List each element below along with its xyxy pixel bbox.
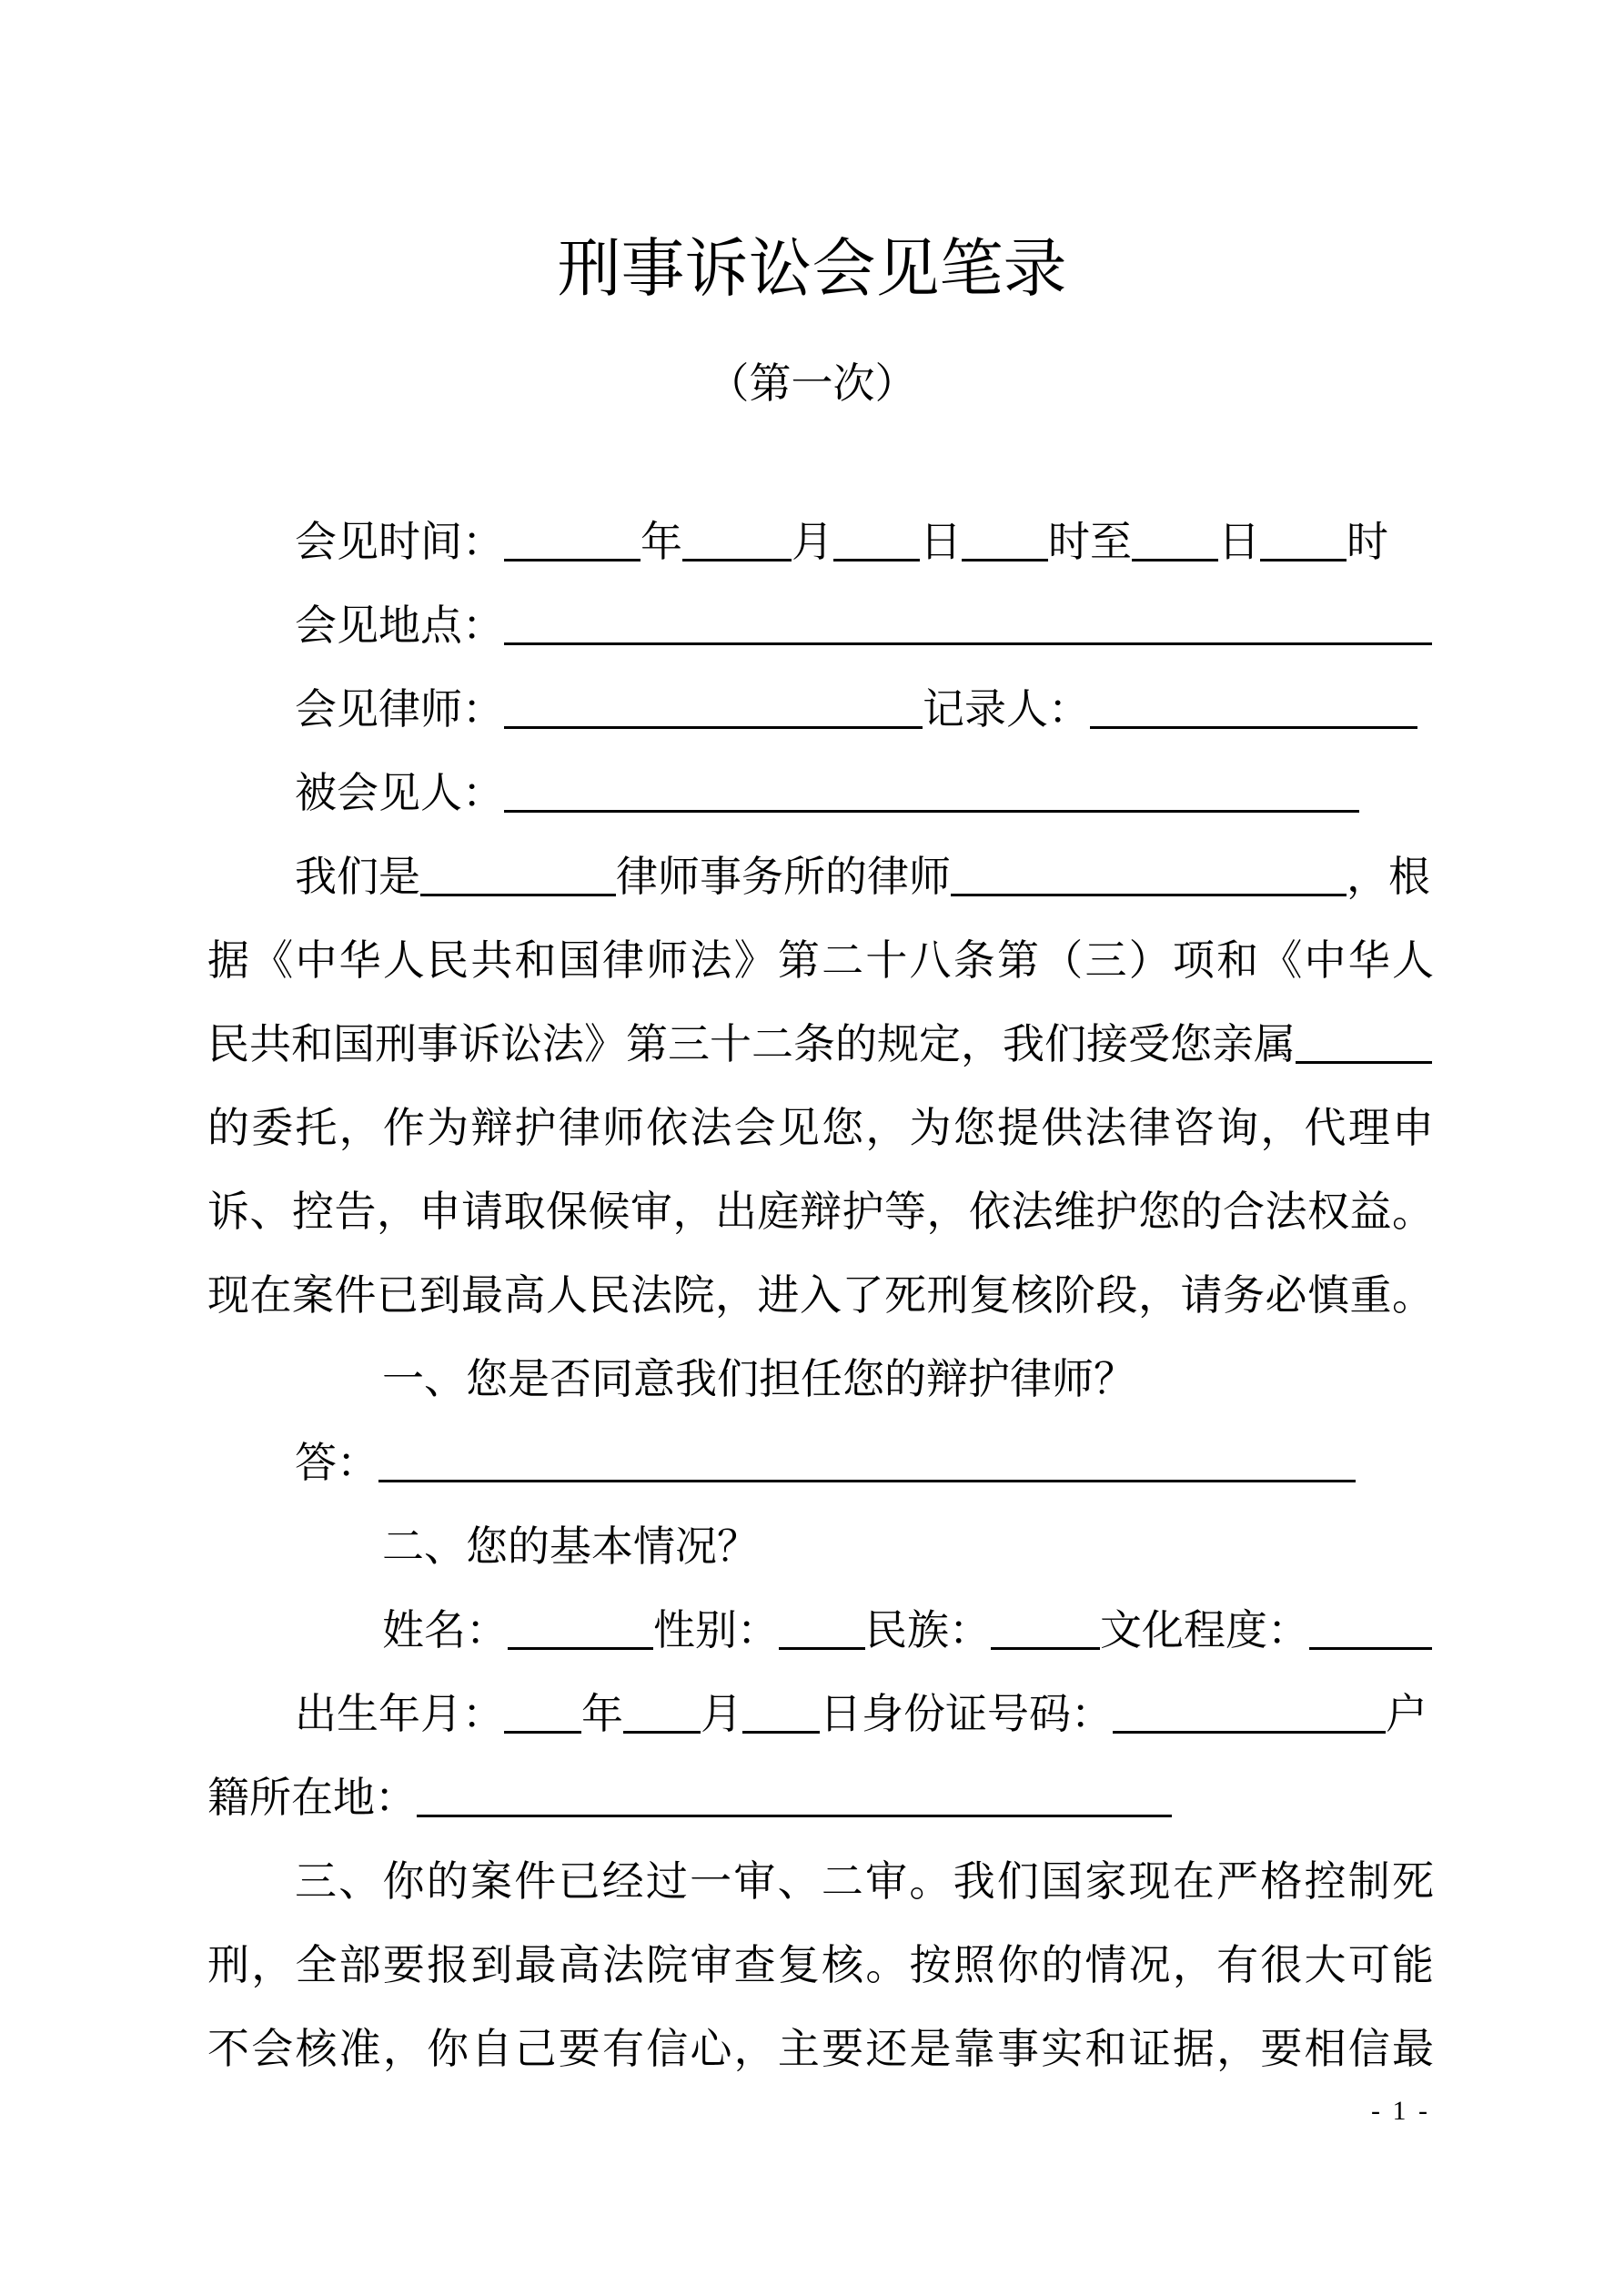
document-title: 刑事诉讼会见笔录 bbox=[557, 235, 1067, 305]
page-number: - 1 - bbox=[1371, 2096, 1430, 2126]
intro-line1-mid: 律师事务所的律师 bbox=[616, 854, 951, 900]
meeting-place-label: 会见地点： bbox=[295, 602, 504, 649]
question-1: 一、您是否同意我们担任您的辩护律师？ bbox=[382, 1356, 1135, 1402]
answer-label: 答： bbox=[295, 1440, 378, 1486]
intro-line-6: 现在案件已到最高人民法院，进入了死刑复核阶段，请务必慎重。 bbox=[207, 1272, 1434, 1319]
unit-day: 日 bbox=[920, 519, 962, 565]
birth-unit-year: 年 bbox=[581, 1691, 623, 1737]
answer-1-blank[interactable] bbox=[378, 1443, 1356, 1482]
ethnicity-label: 民族： bbox=[865, 1607, 991, 1654]
gender-blank[interactable] bbox=[779, 1611, 865, 1650]
meeting-place-blank[interactable] bbox=[504, 606, 1432, 645]
household-tail-char: 户 bbox=[1386, 1691, 1427, 1737]
answer-1-line bbox=[207, 1421, 1434, 1505]
entrusting-relative-blank[interactable] bbox=[1296, 1025, 1432, 1064]
birth-month-blank[interactable] bbox=[623, 1694, 701, 1734]
birth-date-label: 出生年月： bbox=[295, 1691, 504, 1737]
question-3-line-3: 不会核准，你自己要有信心，主要还是靠事实和证据，要相信最 bbox=[207, 2026, 1434, 2072]
birth-year-blank[interactable] bbox=[504, 1694, 581, 1734]
birth-day-blank[interactable] bbox=[742, 1694, 820, 1734]
meeting-time-day-blank[interactable] bbox=[833, 522, 920, 561]
household-location-label: 籍所在地： bbox=[207, 1775, 417, 1821]
interviewee-line bbox=[207, 752, 1434, 835]
question-3-line-2: 刑，全部要报到最高法院审查复核。按照你的情况，有很大可能 bbox=[207, 1942, 1434, 1988]
law-firm-blank[interactable] bbox=[420, 857, 616, 896]
meeting-time-hour-start-blank[interactable] bbox=[962, 522, 1048, 561]
birth-id-line bbox=[207, 1673, 1434, 1756]
id-number-blank[interactable] bbox=[1113, 1694, 1386, 1734]
question-2: 二、您的基本情况？ bbox=[382, 1523, 759, 1570]
day-id-number-label: 日身份证号码： bbox=[820, 1691, 1113, 1737]
meeting-lawyer-label: 会见律师： bbox=[295, 686, 504, 733]
intro-line-5: 诉、控告，申请取保候审，出庭辩护等，依法维护您的合法权益。 bbox=[207, 1188, 1434, 1235]
ethnicity-blank[interactable] bbox=[991, 1611, 1100, 1650]
intro-line1-pre: 我们是 bbox=[295, 854, 420, 900]
meeting-time-hour-end-blank[interactable] bbox=[1260, 522, 1347, 561]
document-subtitle: （第一次） bbox=[707, 360, 917, 407]
birth-unit-month: 月 bbox=[701, 1691, 742, 1737]
interviewee-label: 被会见人： bbox=[295, 770, 504, 816]
name-blank[interactable] bbox=[508, 1611, 653, 1650]
unit-hour-to: 时至 bbox=[1048, 519, 1132, 565]
recorder-blank[interactable] bbox=[1090, 690, 1417, 729]
intro-line1-end: ，根 bbox=[1347, 854, 1430, 900]
lawyer-names-blank[interactable] bbox=[951, 857, 1347, 896]
household-location-blank[interactable] bbox=[417, 1778, 1172, 1817]
question-3-line-1: 三、你的案件已经过一审、二审。我们国家现在严格控制死 bbox=[295, 1858, 1434, 1905]
intro-line-1 bbox=[207, 835, 1434, 919]
household-location-line bbox=[207, 1756, 1434, 1840]
name-label: 姓名： bbox=[382, 1607, 508, 1654]
document-body bbox=[207, 501, 1434, 2091]
meeting-lawyer-blank[interactable] bbox=[504, 690, 923, 729]
meeting-time-label: 会见时间： bbox=[295, 519, 504, 565]
unit-month: 月 bbox=[792, 519, 833, 565]
intro-line-3 bbox=[207, 1003, 1434, 1087]
meeting-time-line bbox=[207, 501, 1434, 584]
unit-year: 年 bbox=[641, 519, 682, 565]
intro-line3-text: 民共和国刑事诉讼法》第三十二条的规定，我们接受您亲属 bbox=[207, 1021, 1296, 1067]
meeting-time-month-blank[interactable] bbox=[682, 522, 792, 561]
intro-line-2: 据《中华人民共和国律师法》第二十八条第（三）项和《中华人 bbox=[207, 937, 1434, 984]
recorder-label: 记录人： bbox=[923, 686, 1090, 733]
basic-info-line bbox=[207, 1589, 1434, 1673]
meeting-lawyer-line bbox=[207, 668, 1434, 752]
interviewee-blank[interactable] bbox=[504, 774, 1359, 813]
unit-day2: 日 bbox=[1218, 519, 1260, 565]
gender-label: 性别： bbox=[653, 1607, 779, 1654]
education-blank[interactable] bbox=[1309, 1611, 1432, 1650]
unit-hour: 时 bbox=[1347, 519, 1388, 565]
meeting-place-line bbox=[207, 584, 1434, 668]
education-label: 文化程度： bbox=[1100, 1607, 1309, 1654]
meeting-time-year-blank[interactable] bbox=[504, 522, 641, 561]
meeting-time-day-end-blank[interactable] bbox=[1132, 522, 1218, 561]
intro-line-4: 的委托，作为辩护律师依法会见您，为您提供法律咨询，代理申 bbox=[207, 1105, 1434, 1151]
